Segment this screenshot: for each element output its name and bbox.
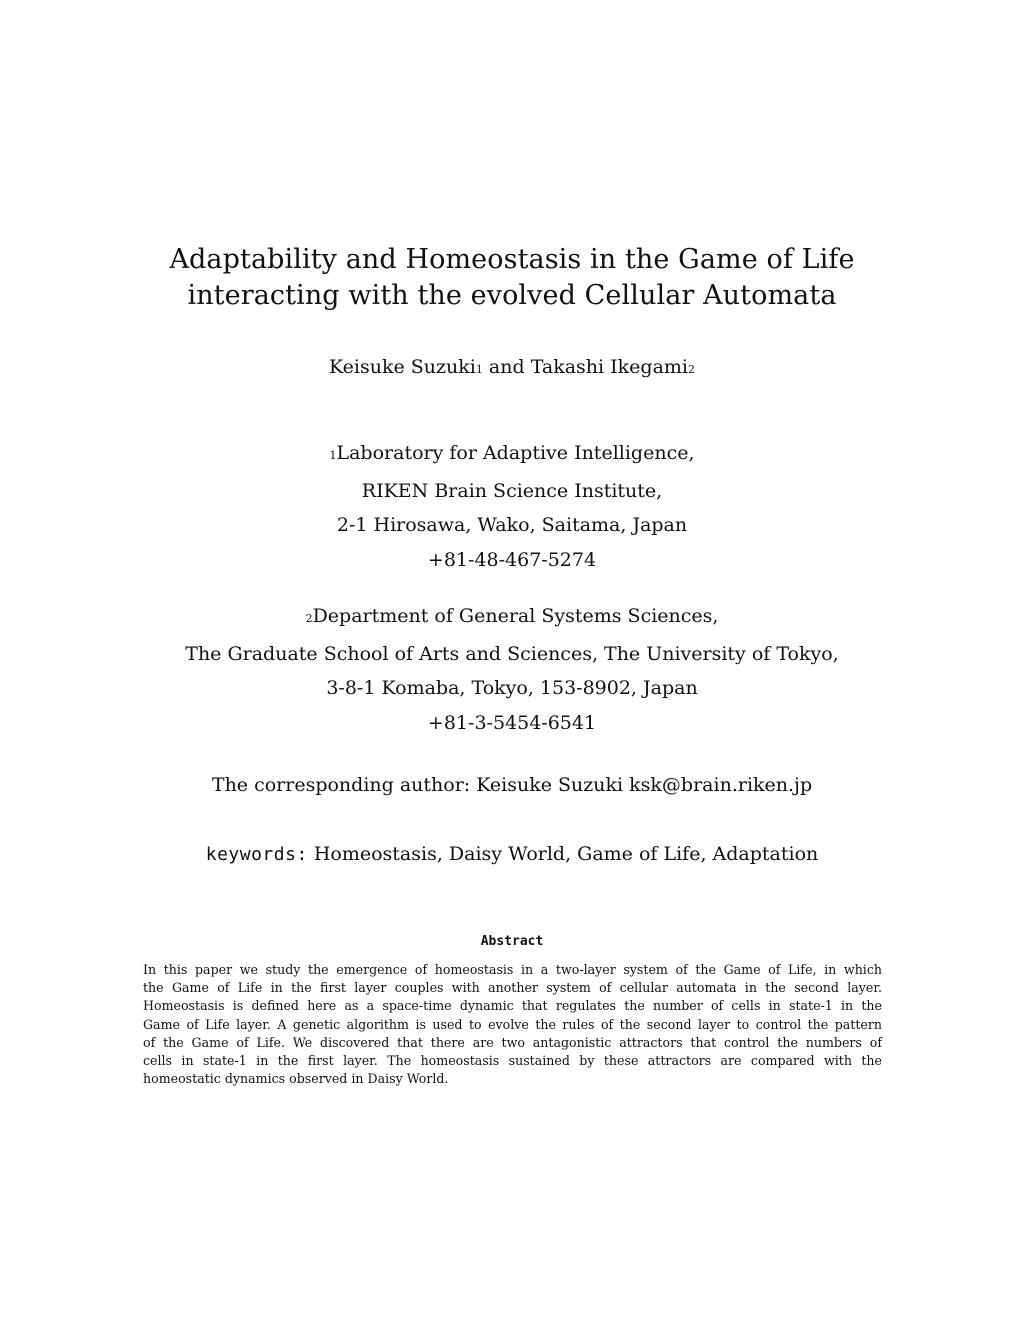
- corresponding-author: The corresponding author: Keisuke Suzuki ksk@brain.riken.jp: [211, 774, 813, 796]
- author-list: [0, 354, 1024, 383]
- affiliation-1-address: 2-1 Hirosawa, Wako, Saitama, Japan: [336, 514, 688, 536]
- abstract-line: cells in state-1 in the first layer. The homeostasis sustained by these attractors are compared with the: [143, 1053, 882, 1069]
- abstract-line: the Game of Life in the first layer couples with another system of cellular automata in the second layer.: [143, 980, 882, 996]
- keywords-list: Homeostasis, Daisy World, Game of Life, Adaptation: [307, 843, 819, 865]
- author-2-name: Takashi Ikegami: [530, 356, 689, 378]
- abstract-heading: Abstract: [480, 934, 544, 949]
- affiliation-2: [0, 599, 1024, 740]
- affiliation-1-line-1: [0, 436, 1024, 474]
- affiliation-2-address: 3-8-1 Komaba, Tokyo, 153-8902, Japan: [326, 677, 698, 699]
- abstract-body: [143, 961, 882, 1088]
- abstract-line: In this paper we study the emergence of homeostasis in a two-layer system of the Game of Life, in which: [143, 962, 882, 977]
- author-conjunction: and: [482, 356, 531, 378]
- author-1-affiliation-mark: 1: [475, 363, 483, 376]
- affiliation-2-department: Department of General Systems Sciences,: [312, 605, 719, 627]
- affiliation-1: [0, 436, 1024, 577]
- author-1-name: Keisuke Suzuki: [328, 356, 476, 378]
- keywords-label: keywords:: [205, 844, 308, 865]
- abstract-line: homeostatic dynamics observed in Daisy World.: [143, 1071, 449, 1087]
- affiliation-2-mark: 2: [305, 612, 313, 625]
- affiliation-2-phone: +81-3-5454-6541: [427, 711, 597, 734]
- affiliation-1-lab: Laboratory for Adaptive Intelligence,: [336, 442, 695, 464]
- author-2-affiliation-mark: 2: [688, 363, 696, 376]
- paper-title: [0, 242, 1024, 314]
- abstract-line: Game of Life layer. A genetic algorithm is used to evolve the rules of the second layer to control the pattern: [143, 1016, 882, 1032]
- abstract-line: of the Game of Life. We discovered that there are two antagonistic attractors that control the numbers of: [143, 1034, 882, 1050]
- keywords: [0, 841, 1024, 868]
- affiliation-1-institute: RIKEN Brain Science Institute,: [361, 479, 663, 502]
- title-line-2: interacting with the evolved Cellular Automata: [187, 280, 837, 311]
- affiliation-2-line-1: [0, 599, 1024, 637]
- title-line-1: Adaptability and Homeostasis in the Game of Life: [169, 244, 855, 275]
- affiliation-1-phone: +81-48-467-5274: [427, 548, 597, 571]
- affiliation-2-school: The Graduate School of Arts and Sciences, The University of Tokyo,: [185, 642, 839, 665]
- affiliation-1-mark: 1: [329, 449, 337, 462]
- abstract-line: Homeostasis is defined here as a space-time dynamic that regulates the number of cells in state-1 in the: [143, 998, 882, 1014]
